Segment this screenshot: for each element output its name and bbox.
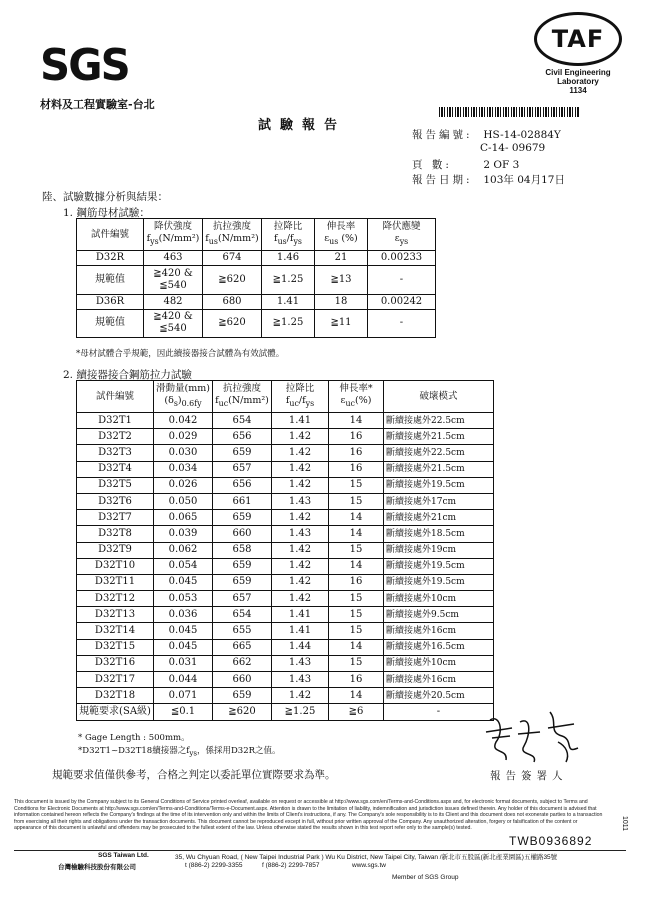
page-row bbox=[412, 157, 519, 172]
row-label-cell: D32T8 bbox=[77, 526, 154, 542]
table-cell: 斷續接處外21cm bbox=[384, 510, 494, 526]
table-cell: 0.036 bbox=[154, 607, 213, 623]
table-cell: 0.054 bbox=[154, 558, 213, 574]
table2-note-1: * Gage Length : 500mm。 bbox=[78, 733, 190, 743]
table-cell: 0.065 bbox=[154, 510, 213, 526]
table-cell: 16 bbox=[329, 574, 384, 590]
page-label: 頁 數: bbox=[412, 159, 452, 171]
table-cell: 657 bbox=[213, 461, 272, 477]
table-cell: 659 bbox=[213, 574, 272, 590]
table-cell: 斷續接處外18.5cm bbox=[384, 526, 494, 542]
table-cell: 1.43 bbox=[272, 655, 329, 671]
sgs-logo: SGS bbox=[40, 40, 129, 91]
legal-text: This document is issued by the Company subject to its General Conditions of Service printed overleaf, available on request or accessible at http://www.sgs.com/en/Terms-and-Conditions.aspx and, for electronic format documents, subject to Terms and Conditions for Electronic Documents at http://www.sgs.com/en/Terms-and-Conditions/Terms-e-Document.aspx. Attention is drawn to the limitation of liability, indemnification and jurisdiction issues defined therein. Any holder of this document is advised that information contained hereon reflects the Company's findings at the time of its intervention only and within the limits of Client's instructions, if any. The Company's sole responsibility is to its Client and this document does not exonerate parties to a transaction from exercising all their rights and obligations under the transaction documents. This document cannot be reproduced except in full, without prior written approval of the Company. Any unauthorized alteration, forgery or falsification of the content or appearance of this document is unlawful and offenders may be prosecuted to the fullest extent of the law. Unless otherwise stated the results shown in this test report refer only to the sample(s) tested. bbox=[14, 799, 603, 832]
table-row bbox=[77, 493, 494, 509]
col-header-id: 試件編號 bbox=[77, 381, 154, 413]
col-header-failure: 破壞模式 bbox=[384, 381, 494, 413]
table-cell: 0.031 bbox=[154, 655, 213, 671]
table-cell: 1.43 bbox=[272, 672, 329, 688]
footer-web: www.sgs.tw bbox=[352, 862, 386, 869]
table-cell: 1.41 bbox=[272, 413, 329, 429]
table-cell: ≧13 bbox=[315, 266, 368, 295]
table-cell: 斷續接處外19.5cm bbox=[384, 574, 494, 590]
side-code: 1011 bbox=[621, 815, 629, 832]
report-no-row bbox=[412, 127, 561, 142]
table-cell: 0.045 bbox=[154, 623, 213, 639]
table-row bbox=[77, 309, 436, 338]
row-label-cell: D32T10 bbox=[77, 558, 154, 574]
row-label-cell: D32T5 bbox=[77, 477, 154, 493]
table-cell: ≧620 bbox=[203, 266, 262, 295]
table-cell: 1.42 bbox=[272, 461, 329, 477]
row-label-cell: D32T1 bbox=[77, 413, 154, 429]
table-cell: 15 bbox=[329, 591, 384, 607]
company-zh: 台灣檢驗科技股份有限公司 bbox=[58, 864, 136, 871]
table-row bbox=[77, 445, 494, 461]
table-cell: 0.029 bbox=[154, 429, 213, 445]
table-cell: 0.062 bbox=[154, 542, 213, 558]
row-label-cell: 規範值 bbox=[77, 266, 144, 295]
table-cell: 0.053 bbox=[154, 591, 213, 607]
table-row bbox=[77, 655, 494, 671]
row-label-cell: D32T15 bbox=[77, 639, 154, 655]
table-row bbox=[77, 574, 494, 590]
coupler-tensile-table bbox=[76, 380, 494, 721]
report-no-label: 報告編號: bbox=[412, 129, 473, 141]
table-cell: 18 bbox=[315, 294, 368, 309]
col-header-ratio: 拉降比 $f_{us}/f_{ys}$ bbox=[262, 219, 315, 251]
table-cell: ≧11 bbox=[315, 309, 368, 338]
table-cell: 15 bbox=[329, 477, 384, 493]
col-header-strain: 降伏應變 $\varepsilon_{ys}$ bbox=[368, 219, 436, 251]
table-cell: 1.41 bbox=[262, 294, 315, 309]
table-row bbox=[77, 542, 494, 558]
table-cell: 16 bbox=[329, 461, 384, 477]
subsection-2: 2. 續接器接合鋼筋拉力試驗 bbox=[63, 369, 192, 381]
row-label-cell: D32T11 bbox=[77, 574, 154, 590]
table-cell: 656 bbox=[213, 477, 272, 493]
footer-divider bbox=[14, 850, 626, 851]
table-cell: 15 bbox=[329, 623, 384, 639]
table-cell: 0.042 bbox=[154, 413, 213, 429]
col-header-id: 試件編號 bbox=[77, 219, 144, 251]
table-cell: 659 bbox=[213, 558, 272, 574]
table-cell: 15 bbox=[329, 607, 384, 623]
page-title: 試驗報告 bbox=[258, 118, 347, 133]
date-value: 103年 04月17日 bbox=[483, 174, 565, 186]
report-no-2: C-14- 09679 bbox=[480, 142, 546, 154]
table-row bbox=[77, 266, 436, 295]
col-header-slip: 滑動量(mm) $(\delta_s)_{0.6fy}$ bbox=[154, 381, 213, 413]
table-cell: 0.039 bbox=[154, 526, 213, 542]
table-cell: 655 bbox=[213, 623, 272, 639]
table-cell: 658 bbox=[213, 542, 272, 558]
table-row bbox=[77, 704, 494, 720]
table-cell: 654 bbox=[213, 413, 272, 429]
serial-number: TWB0936892 bbox=[509, 834, 593, 848]
table-cell: 1.42 bbox=[272, 591, 329, 607]
table-cell: - bbox=[384, 704, 494, 720]
row-label-cell: D32R bbox=[77, 251, 144, 266]
table-cell: 0.026 bbox=[154, 477, 213, 493]
table-cell: 15 bbox=[329, 655, 384, 671]
col-header-ratio: 拉降比 $f_{uc}/f_{ys}$ bbox=[272, 381, 329, 413]
table-row bbox=[77, 461, 494, 477]
table-cell: 0.044 bbox=[154, 672, 213, 688]
footer-tel: t (886-2) 2299-3355 bbox=[185, 862, 243, 869]
table-cell: 657 bbox=[213, 591, 272, 607]
table-cell: 1.42 bbox=[272, 510, 329, 526]
table-cell: 斷續接處外10cm bbox=[384, 655, 494, 671]
table-cell: 斷續接處外16cm bbox=[384, 672, 494, 688]
table-cell: 0.00233 bbox=[368, 251, 436, 266]
table-cell: 1.43 bbox=[272, 526, 329, 542]
row-label-cell: 規範值 bbox=[77, 309, 144, 338]
table-cell: 14 bbox=[329, 510, 384, 526]
table-cell: 654 bbox=[213, 607, 272, 623]
base-material-table bbox=[76, 218, 436, 338]
taf-line-1: Civil Engineering bbox=[545, 68, 611, 77]
table-cell: 1.46 bbox=[262, 251, 315, 266]
table-cell: 482 bbox=[144, 294, 203, 309]
table-cell: 660 bbox=[213, 526, 272, 542]
table-row bbox=[77, 477, 494, 493]
table-cell: 1.42 bbox=[272, 688, 329, 704]
table-cell: ≧1.25 bbox=[262, 266, 315, 295]
table-cell: 斷續接處外16.5cm bbox=[384, 639, 494, 655]
table-cell: 661 bbox=[213, 493, 272, 509]
row-label-cell: D32T14 bbox=[77, 623, 154, 639]
table-cell: 1.42 bbox=[272, 574, 329, 590]
table-cell: 1.42 bbox=[272, 429, 329, 445]
row-label-cell: D32T6 bbox=[77, 493, 154, 509]
table1-note: *母材試體合乎規範，因此續接器接合試體為有效試體。 bbox=[76, 349, 285, 359]
col-header-elong: 伸長率 $\varepsilon_{us}$ (%) bbox=[315, 219, 368, 251]
section-heading: 陸、試驗數據分析與結果： bbox=[42, 191, 168, 203]
disclaimer: 規範要求值僅供參考，合格之判定以委託單位實際要求為準。 bbox=[52, 769, 336, 781]
table-row bbox=[77, 688, 494, 704]
table-cell: 1.42 bbox=[272, 445, 329, 461]
table-cell: 656 bbox=[213, 429, 272, 445]
table-cell: ≧420 & ≦540 bbox=[144, 309, 203, 338]
row-label-cell: D32T16 bbox=[77, 655, 154, 671]
table-row bbox=[77, 429, 494, 445]
taf-line-3: 1134 bbox=[569, 86, 587, 95]
barcode-icon bbox=[439, 107, 579, 117]
table-cell: ≦0.1 bbox=[154, 704, 213, 720]
table-cell: 1.42 bbox=[272, 542, 329, 558]
table-cell: 0.00242 bbox=[368, 294, 436, 309]
table-row bbox=[77, 294, 436, 309]
table-cell: 15 bbox=[329, 493, 384, 509]
row-label-cell: D32T2 bbox=[77, 429, 154, 445]
table-cell: 1.42 bbox=[272, 477, 329, 493]
table-cell: ≧620 bbox=[213, 704, 272, 720]
table-cell: 斷續接處外19.5cm bbox=[384, 477, 494, 493]
table-cell: 斷續接處外16cm bbox=[384, 623, 494, 639]
table-cell: 斷續接處外21.5cm bbox=[384, 429, 494, 445]
table-header-row bbox=[77, 381, 494, 413]
footer-member: Member of SGS Group bbox=[392, 874, 459, 881]
table-cell: 0.034 bbox=[154, 461, 213, 477]
row-label-cell: D32T4 bbox=[77, 461, 154, 477]
subsection-1: 1. 鋼筋母材試驗： bbox=[63, 207, 150, 219]
table-cell: 1.41 bbox=[272, 623, 329, 639]
table-cell: 665 bbox=[213, 639, 272, 655]
row-label-cell: D32T3 bbox=[77, 445, 154, 461]
table-row bbox=[77, 623, 494, 639]
table-cell: 14 bbox=[329, 558, 384, 574]
table-cell: 662 bbox=[213, 655, 272, 671]
table-cell: 659 bbox=[213, 445, 272, 461]
table-cell: 斷續接處外20.5cm bbox=[384, 688, 494, 704]
table-cell: 680 bbox=[203, 294, 262, 309]
table-cell: - bbox=[368, 309, 436, 338]
table-cell: 斷續接處外21.5cm bbox=[384, 461, 494, 477]
table-cell: 1.44 bbox=[272, 639, 329, 655]
table-cell: 0.050 bbox=[154, 493, 213, 509]
table-cell: 463 bbox=[144, 251, 203, 266]
table-cell: ≧6 bbox=[329, 704, 384, 720]
table-cell: 14 bbox=[329, 688, 384, 704]
col-header-elong: 伸長率* $\varepsilon_{uc}(\%)$ bbox=[329, 381, 384, 413]
table-cell: 1.42 bbox=[272, 558, 329, 574]
row-label-cell: D36R bbox=[77, 294, 144, 309]
company-en: SGS Taiwan Ltd. bbox=[98, 852, 149, 859]
table-cell: 674 bbox=[203, 251, 262, 266]
table-cell: 0.045 bbox=[154, 639, 213, 655]
table-cell: 斷續接處外10cm bbox=[384, 591, 494, 607]
signature-image bbox=[478, 702, 598, 772]
table-cell: 660 bbox=[213, 672, 272, 688]
footer-address: 35, Wu Chyuan Road, ( New Taipei Industrial Park ) Wu Ku District, New Taipei City, Taiwan /新北市五股區(新北產業園區)五權路35號 bbox=[175, 854, 558, 861]
col-header-tensile: 抗拉強度 $f_{us}(N/mm^2)$ bbox=[203, 219, 262, 251]
table-row bbox=[77, 510, 494, 526]
table-row bbox=[77, 251, 436, 266]
table-cell: 16 bbox=[329, 429, 384, 445]
row-label-cell: D32T9 bbox=[77, 542, 154, 558]
table-cell: 0.045 bbox=[154, 574, 213, 590]
table-cell: 1.43 bbox=[272, 493, 329, 509]
table-row bbox=[77, 526, 494, 542]
table-cell: 斷續接處外9.5cm bbox=[384, 607, 494, 623]
table-cell: 14 bbox=[329, 639, 384, 655]
row-label-cell: D32T12 bbox=[77, 591, 154, 607]
table2-note-2: *D32T1~D32T18續接器之$f_{ys}$，係採用D32R之值。 bbox=[78, 746, 281, 758]
table-cell: ≧620 bbox=[203, 309, 262, 338]
table-row bbox=[77, 413, 494, 429]
row-label-cell: D32T18 bbox=[77, 688, 154, 704]
col-header-yield: 降伏強度 $f_{ys}(N/mm^2)$ bbox=[144, 219, 203, 251]
report-no-1: HS-14-02884Y bbox=[483, 129, 561, 141]
page-value: 2 OF 3 bbox=[483, 159, 520, 171]
date-row bbox=[412, 172, 565, 187]
col-header-tensile: 抗拉強度 $f_{uc}(N/mm^2)$ bbox=[213, 381, 272, 413]
table-cell: 斷續接處外17cm bbox=[384, 493, 494, 509]
table-cell: 斷續接處外22.5cm bbox=[384, 445, 494, 461]
taf-line-2: Laboratory bbox=[557, 77, 599, 86]
table-cell: 659 bbox=[213, 510, 272, 526]
table-cell: ≧1.25 bbox=[272, 704, 329, 720]
date-label: 報告日期: bbox=[412, 174, 473, 186]
table-cell: - bbox=[368, 266, 436, 295]
table-row bbox=[77, 591, 494, 607]
table-cell: 659 bbox=[213, 688, 272, 704]
taf-logo-block bbox=[528, 12, 628, 95]
signature-label: 報告簽署人 bbox=[490, 770, 568, 782]
table-row bbox=[77, 639, 494, 655]
table-cell: 斷續接處外22.5cm bbox=[384, 413, 494, 429]
table-cell: 0.030 bbox=[154, 445, 213, 461]
table-cell: 14 bbox=[329, 413, 384, 429]
table-cell: ≧1.25 bbox=[262, 309, 315, 338]
row-label-cell: D32T7 bbox=[77, 510, 154, 526]
table-cell: 15 bbox=[329, 542, 384, 558]
table-cell: 14 bbox=[329, 526, 384, 542]
table-cell: 16 bbox=[329, 445, 384, 461]
footer-fax: f (886-2) 2299-7857 bbox=[262, 862, 320, 869]
table-row bbox=[77, 672, 494, 688]
table-cell: ≧420 & ≦540 bbox=[144, 266, 203, 295]
table-cell: 斷續接處外19.5cm bbox=[384, 558, 494, 574]
row-label-cell: D32T17 bbox=[77, 672, 154, 688]
table-cell: 斷續接處外19cm bbox=[384, 542, 494, 558]
taf-logo: TAF bbox=[534, 12, 622, 66]
row-label-cell: D32T13 bbox=[77, 607, 154, 623]
row-label-cell: 規範要求(SA級) bbox=[77, 704, 154, 720]
table-cell: 21 bbox=[315, 251, 368, 266]
table-cell: 1.41 bbox=[272, 607, 329, 623]
table-cell: 0.071 bbox=[154, 688, 213, 704]
table-row bbox=[77, 607, 494, 623]
table-row bbox=[77, 558, 494, 574]
table-cell: 16 bbox=[329, 672, 384, 688]
table-header-row bbox=[77, 219, 436, 251]
lab-name: 材料及工程實驗室-台北 bbox=[40, 98, 155, 111]
